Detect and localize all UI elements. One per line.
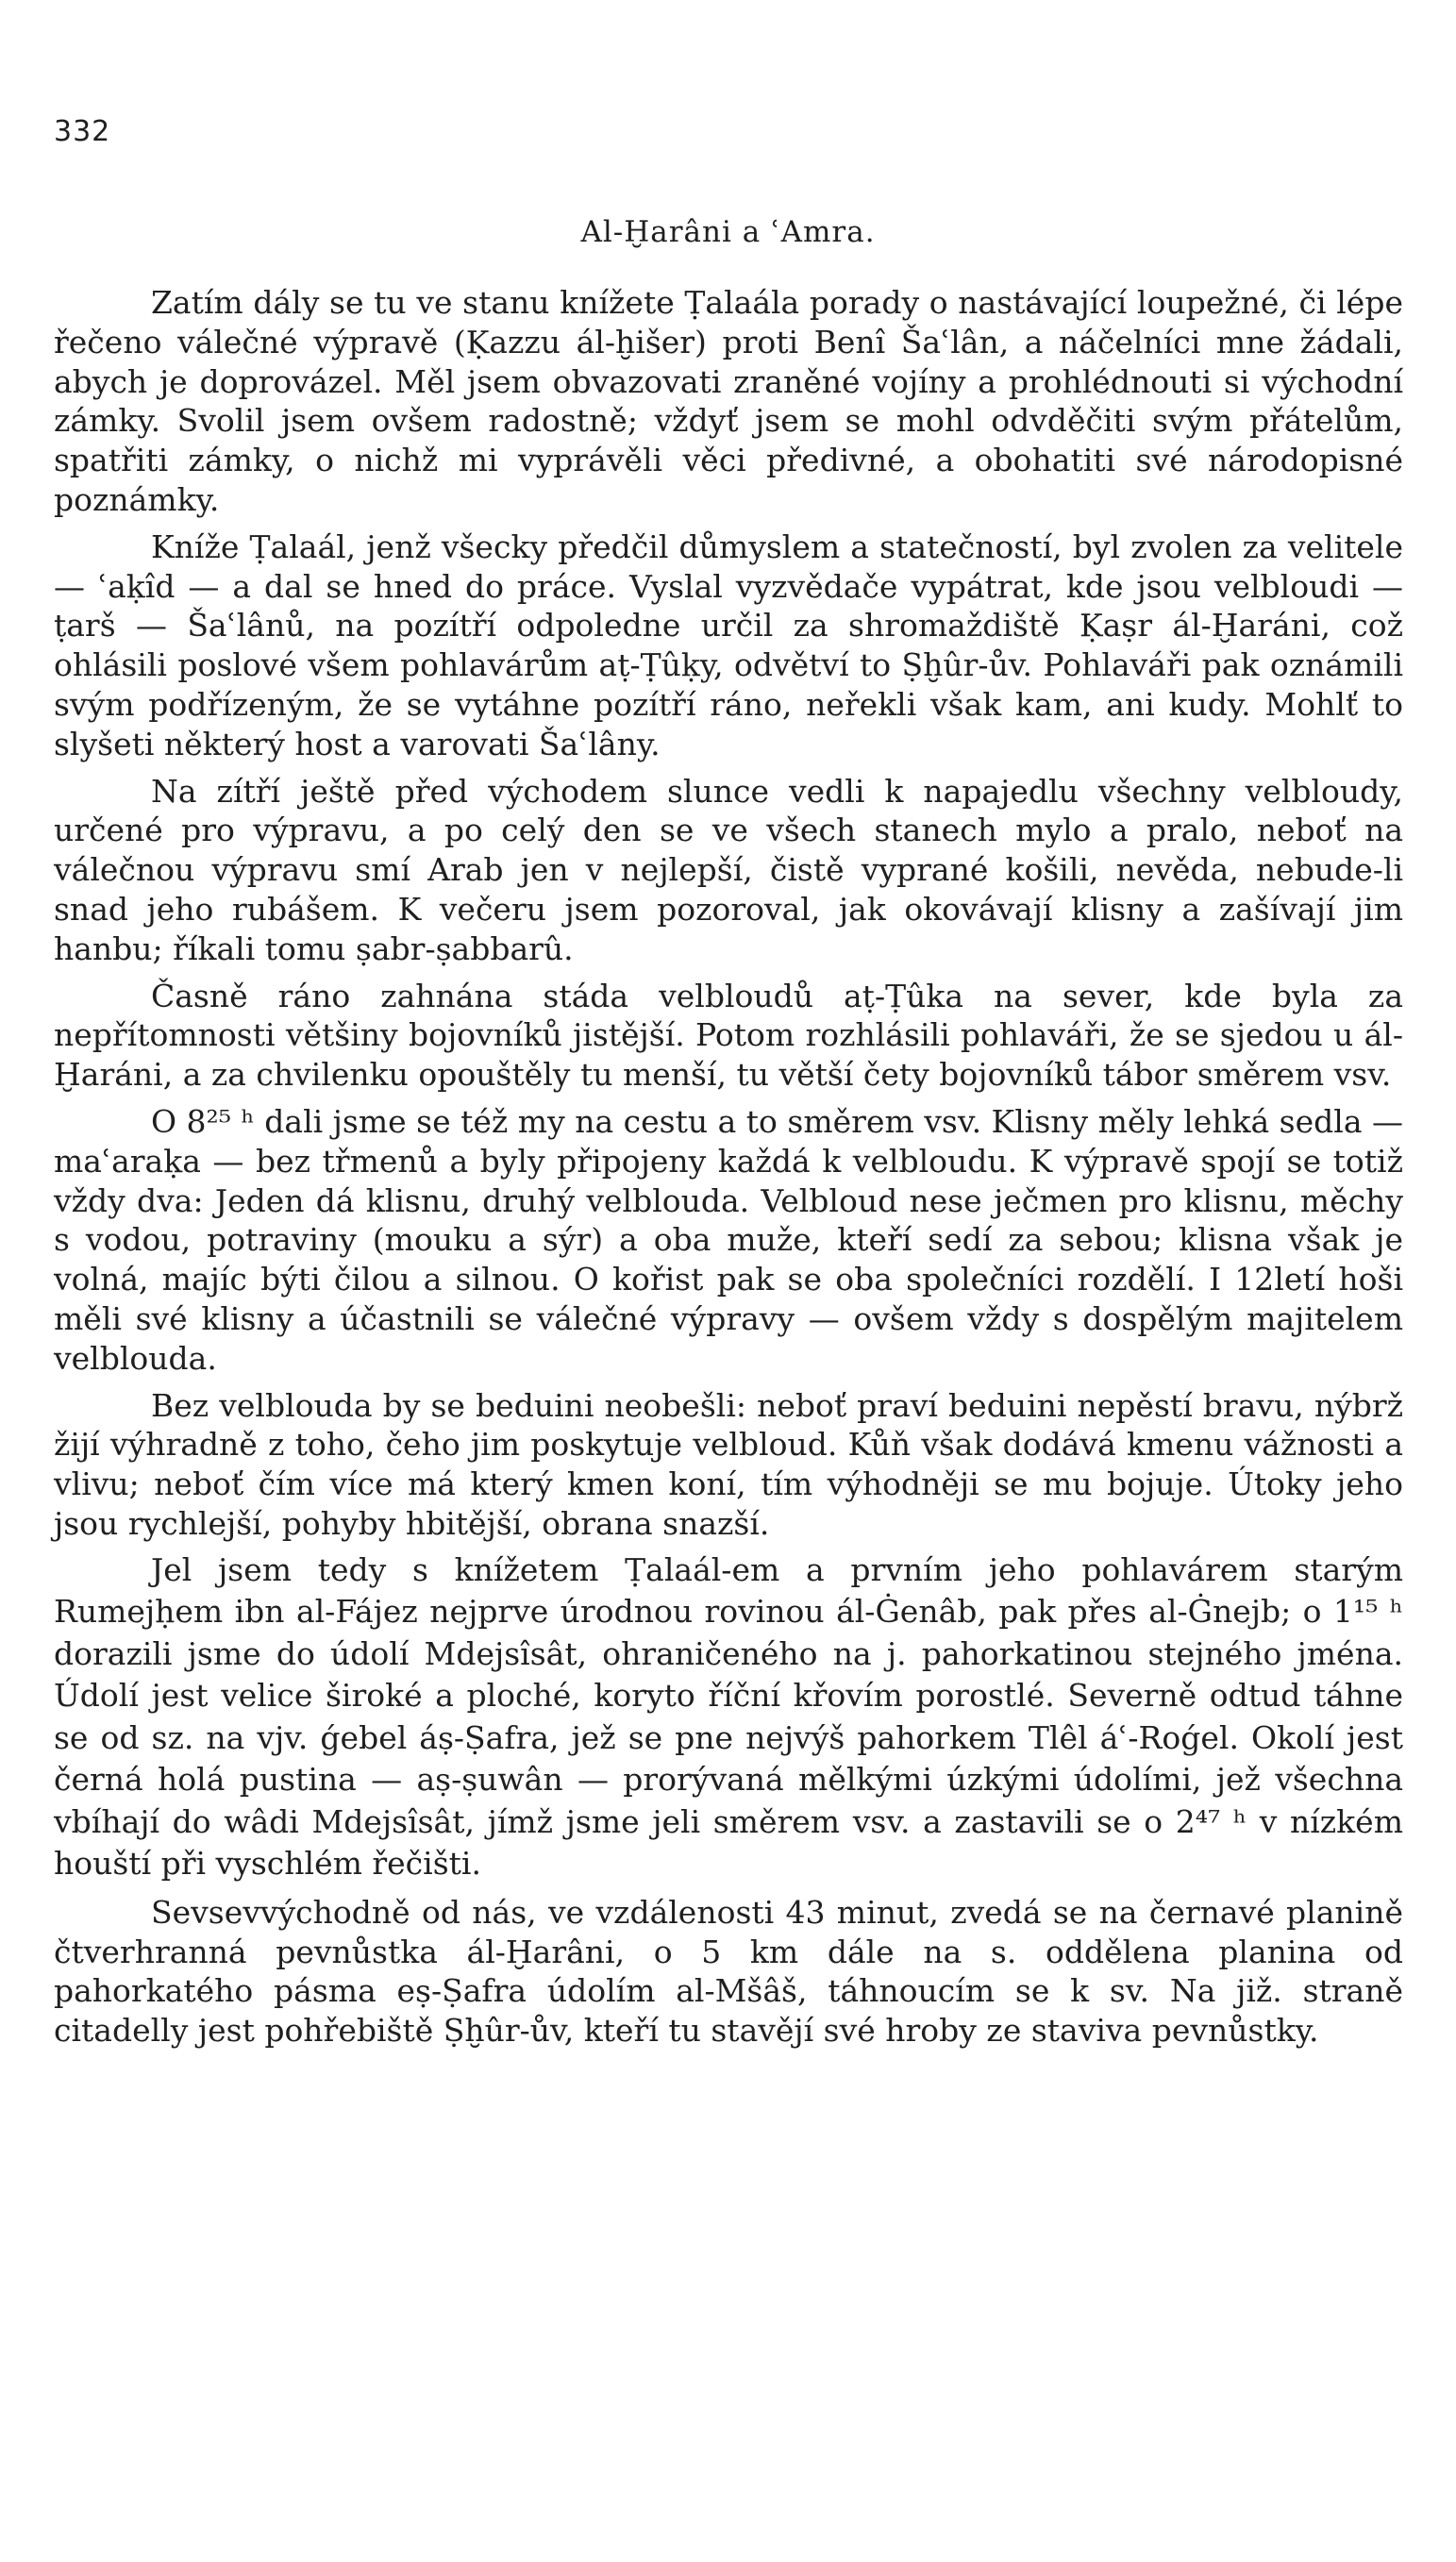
paragraph: Zatím dály se tu ve stanu knížete Ṭalaála porady o nastávající loupežné, či lépe řečeno válečné výpravě (Ḳazzu ál-ḫišer) proti Benî Šaʿlân, a náčelníci mne žádali, abych je doprovázel. Měl jsem obvazovati zraněné vojíny a prohlédnouti si východní zámky. Svolil jsem ovšem radostně; vždyť jsem se mohl odvděčiti svým přátelům, spatřiti zámky, o nichž mi vyprávěli věci předivné, a obohatiti své národopisné poznámky.: [54, 284, 1403, 518]
paragraph: Jel jsem tedy s knížetem Ṭalaál-em a prvním jeho pohlavárem starým Rumejḥem ibn al-Fájez nejprve úrodnou rovinou ál-Ġenâb, pak přes al-Ġnejb; o 1¹⁵ ʰ dorazili jsme do údolí Mdejsîsât, ohraničeného na j. pahorkatinou stejného jména. Údolí jest velice široké a ploché, koryto říční křovím porostlé. Severně odtud táhne se od sz. na vjv. ǵebel áṣ-Ṣafra, jež se pne nejvýš pahorkem Tlêl áʿ-Roǵel. Okolí jest černá holá pustina — aṣ-ṣuwân — prorývaná mělkými úzkými údolími, jež všechna vbíhají do wâdi Mdejsîsât, jímž jsme jeli směrem vsv. a zastavili se o 2⁴⁷ ʰ v nízkém houští při vyschlém řečišti.: [54, 1550, 1403, 1883]
paragraph: Sevsevvýchodně od nás, ve vzdálenosti 43 minut, zvedá se na černavé planině čtverhranná pevnůstka ál-Ḫarâni, o 5 km dále na s. oddělena planina od pahorkatého pásma eṣ-Ṣafra údolím al-Mšâš, táhnoucím se k sv. Na již. straně citadelly jest pohřebiště Ṣḫûr-ův, kteří tu stavějí své hroby ze staviva pevnůstky.: [54, 1893, 1403, 2050]
paragraph: Na zítří ještě před východem slunce vedli k napajedlu všechny velbloudy, určené pro výpravu, a po celý den se ve všech stanech mylo a pralo, neboť na válečnou výpravu smí Arab jen v nejlepší, čistě vyprané košili, nevěda, nebude-li snad jeho rubášem. K večeru jsem pozoroval, jak okovávají klisny a zašívají jim hanbu; říkali tomu ṣabr-ṣabbarû.: [54, 772, 1403, 967]
body-text: [54, 283, 1403, 2058]
paragraph: Časně ráno zahnána stáda velbloudů aṭ-Ṭûka na sever, kde byla za nepřítomnosti většiny bojovníků jistější. Potom rozhlásili pohlaváři, že se sjedou u ál-Ḫaráni, a za chvilenku opouštěly tu menší, tu větší čety bojovníků tábor směrem vsv.: [54, 977, 1403, 1094]
paragraph: Kníže Ṭalaál, jenž všecky předčil důmyslem a statečností, byl zvolen za velitele — ʿaḳîd — a dal se hned do práce. Vyslal vyzvědače vypátrat, kde jsou velbloudi — ṭarš — Šaʿlânů, na pozítří odpoledne určil za shromaždiště Ḳaṣr ál-Ḫaráni, což ohlásili poslové všem pohlavárům aṭ-Ṭûḳy, odvětví to Ṣḫûr-ův. Pohlaváři pak oznámili svým podřízeným, že se vytáhne pozítří ráno, neřekli však kam, ani kudy. Mohlť to slyšeti některý host a varovati Šaʿlâny.: [54, 527, 1403, 762]
page-number: 332: [54, 115, 111, 148]
paragraph: Bez velblouda by se beduini neobešli: neboť praví beduini nepěstí bravu, nýbrž žijí výhradně z toho, čeho jim poskytuje velbloud. Kůň však dodává kmenu vážnosti a vlivu; neboť čím více má který kmen koní, tím výhodněji se mu bojuje. Útoky jeho jsou rychlejší, pohyby hbitější, obrana snazší.: [54, 1386, 1403, 1542]
page-title: Al-Ḫarâni a ʿAmra.: [580, 215, 876, 249]
paragraph: O 8²⁵ ʰ dali jsme se též my na cestu a to směrem vsv. Klisny měly lehká sedla — maʿaraḳa — bez třmenů a byly připojeny každá k velbloudu. K výpravě spojí se totiž vždy dva: Jeden dá klisnu, druhý velblouda. Velbloud nese ječmen pro klisnu, měchy s vodou, potraviny (mouku a sýr) a oba muže, kteří sedí za sebou; klisna však je volná, majíc býti čilou a silnou. O kořist pak se oba společníci rozdělí. I 12letí hoši měli své klisny a účastnili se válečné výpravy — ovšem vždy s dospělým majitelem velblouda.: [54, 1102, 1403, 1377]
